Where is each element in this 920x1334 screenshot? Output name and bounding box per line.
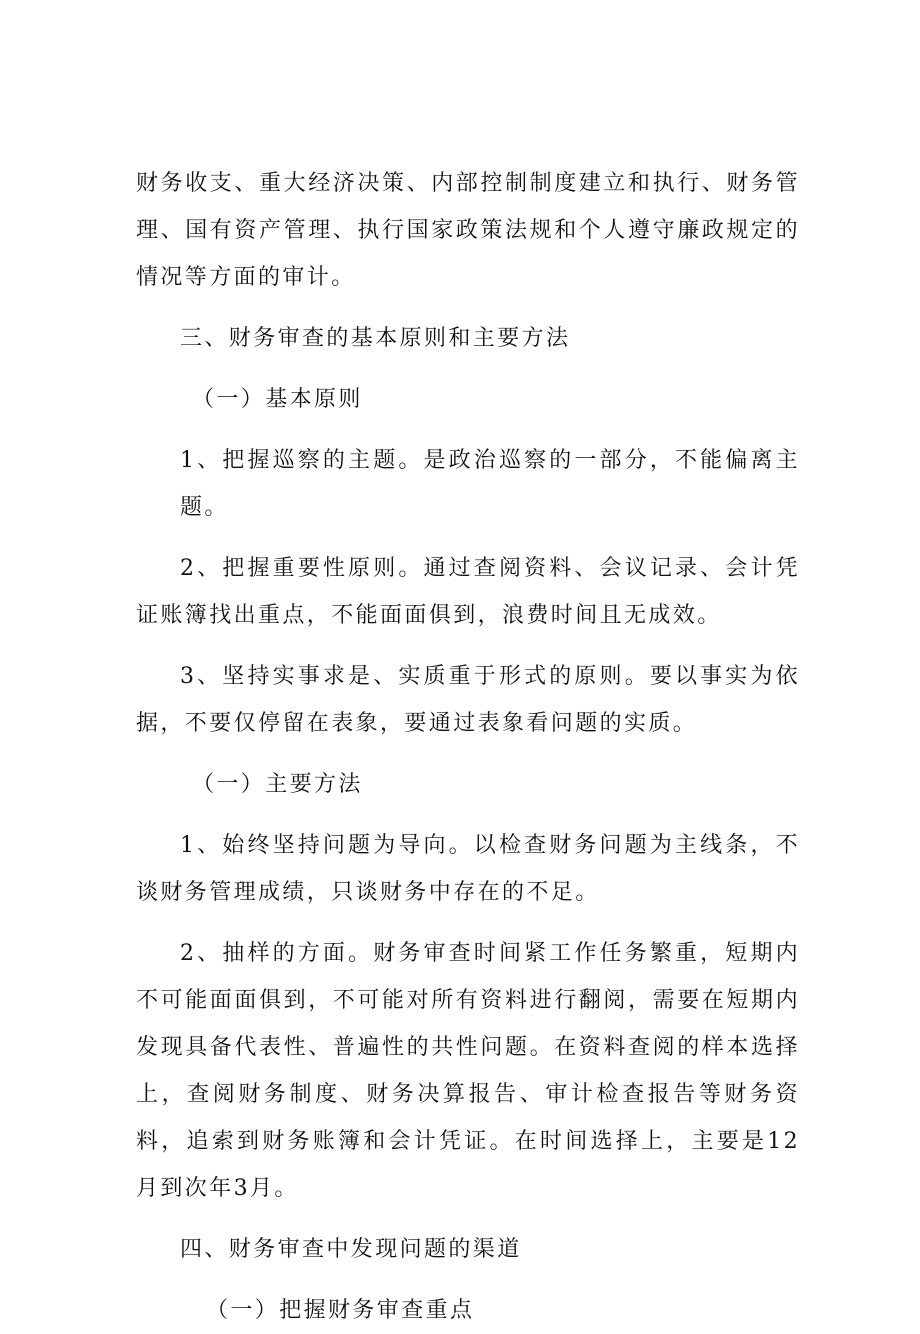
paragraph-principle-3: 3、坚持实事求是、实质重于形式的原则。要以事实为依据，不要仅停留在表象，要通过表象看问题的实质。 (136, 664, 800, 736)
paragraph-method-2: 2、抽样的方面。财务审查时间紧工作任务繁重，短期内不可能面面俱到，不可能对所有资料进行翻阅，需要在短期内发现具备代表性、普遍性的共性问题。在资料查阅的样本选择上，查阅财务制度、财务决算报告、审计检查报告等财务资料，追索到财务账簿和会计凭证。在时间选择上，主要是12月到次年3月。 (136, 941, 800, 1201)
document-body (136, 160, 800, 1334)
subsection-heading-audit-focus: （一）把握财务审查重点 (206, 1298, 475, 1323)
paragraph-principle-1: 1、把握巡察的主题。是政治巡察的一部分，不能偏离主题。 (180, 448, 800, 520)
subsection-heading-basic-principles: （一）基本原则 (192, 387, 363, 412)
section-heading-principles-methods: 三、财务审查的基本原则和主要方法 (180, 326, 571, 351)
subsection-heading-main-methods: （一）主要方法 (192, 772, 363, 797)
paragraph-principle-2: 2、把握重要性原则。通过查阅资料、会议记录、会计凭证账簿找出重点，不能面面俱到，浪费时间且无成效。 (136, 556, 800, 628)
section-heading-problem-channels: 四、财务审查中发现问题的渠道 (180, 1237, 522, 1262)
paragraph-audit-scope: 财务收支、重大经济决策、内部控制制度建立和执行、财务管理、国有资产管理、执行国家政策法规和个人遵守廉政规定的情况等方面的审计。 (136, 171, 800, 290)
paragraph-method-1: 1、始终坚持问题为导向。以检查财务问题为主线条，不谈财务管理成绩，只谈财务中存在的不足。 (136, 833, 800, 905)
